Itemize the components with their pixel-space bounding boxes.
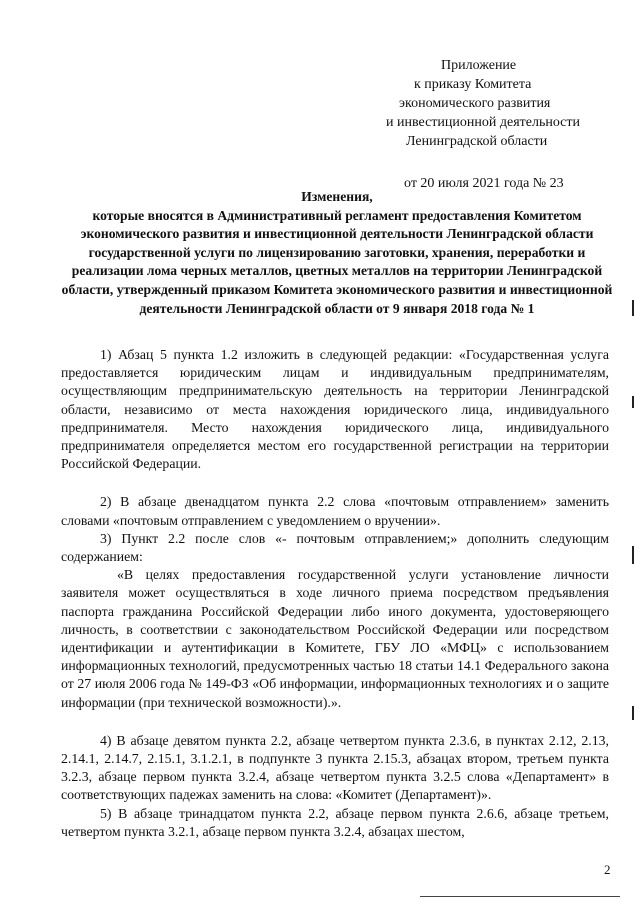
paragraph-3: 3) Пункт 2.2 после слов «- почтовым отправлением;» дополнить следующим содержанием: — [61, 530, 609, 565]
paragraph-1: 1) Абзац 5 пункта 1.2 изложить в следующей редакции: «Государственная услуга предоставляется юридическим лицам и индивидуальным предпринимателям, осуществляющим предпринимательскую деятельность на территории Ленинградской области, независимо от места нахождения юридического лица, индивидуального предпринимателя. Место нахождения юридического лица, индивидуального предпринимателя определяется местом его государственной регистрации на территории Российской Федерации. — [61, 347, 609, 472]
paragraph-2: 2) В абзаце двенадцатом пункта 2.2 слова «почтовым отправлением» заменить словами «почтовым отправлением с уведомлением о вручении». — [61, 494, 609, 528]
scan-edge-mark — [632, 546, 634, 564]
appendix-header — [386, 56, 616, 193]
paragraph-5: 5) В абзаце тринадцатом пункта 2.2, абзаце первом пункта 2.6.6, абзаце третьем, четвертом пункта 3.2.1, абзаце первом пункта 3.2.4, абзацах шестом, — [61, 805, 609, 839]
page-number: 2 — [604, 862, 611, 877]
appendix-line: к приказу Комитета — [414, 77, 532, 92]
paragraph-3-quote: «В целях предоставления государственной услуги установление личности заявителя может осуществляться в ходе личного приема посредством предъявления паспорта гражданина Российской Федерации либо иного документа, удостоверяющего личность, в соответствии с законодательством Российской Федерации или посредством идентификации и аутентификации в Комитете, ГБУ ЛО «МФЦ» с использованием информационных технологий, предусмотренных частью 18 статьи 14.1 Федерального закона от 27 июля 2006 года № 149-ФЗ «Об информации, информационных технологиях и о защите информации (при технической возможности).». — [61, 567, 609, 710]
scan-bottom-line — [420, 896, 620, 897]
scan-edge-mark — [632, 706, 634, 720]
title-heading: Изменения, — [301, 189, 373, 204]
appendix-line: Приложение — [441, 58, 517, 73]
appendix-line: экономического развития — [399, 96, 551, 111]
document-title — [58, 188, 616, 318]
document-body — [61, 346, 609, 841]
appendix-line: и инвестиционной деятельности — [386, 115, 580, 130]
order-date: от 20 июля 2021 года № 23 — [404, 176, 564, 191]
title-text: которые вносятся в Административный регламент предоставления Комитетом экономического развития и инвестиционной деятельности Ленинградской области государственной услуги по лицензированию заготовки, хранения, переработки и реализации лома черных металлов, цветных металлов на территории Ленинградской области, утвержденный приказом Комитета экономического развития и инвестиционной деятельности Ленинградской области от 9 января 2018 года № 1 — [61, 207, 613, 316]
scan-edge-mark — [632, 396, 634, 408]
scan-edge-mark — [632, 300, 634, 316]
paragraph-4: 4) В абзаце девятом пункта 2.2, абзаце четвертом пункта 2.3.6, в пунктах 2.12, 2.13, 2.14.1, 2.14.7, 2.15.1, 3.1.2.1, в подпункте 3 пункта 2.15.3, абзацах втором, третьем пункта 3.2.3, абзаце первом пункта 3.2.4, абзаце четвертом пункта 3.2.5 слова «Департамент» в соответствующих падежах заменить на слова: «Комитет (Департамент)». — [61, 732, 609, 803]
appendix-line: Ленинградской области — [406, 134, 548, 149]
